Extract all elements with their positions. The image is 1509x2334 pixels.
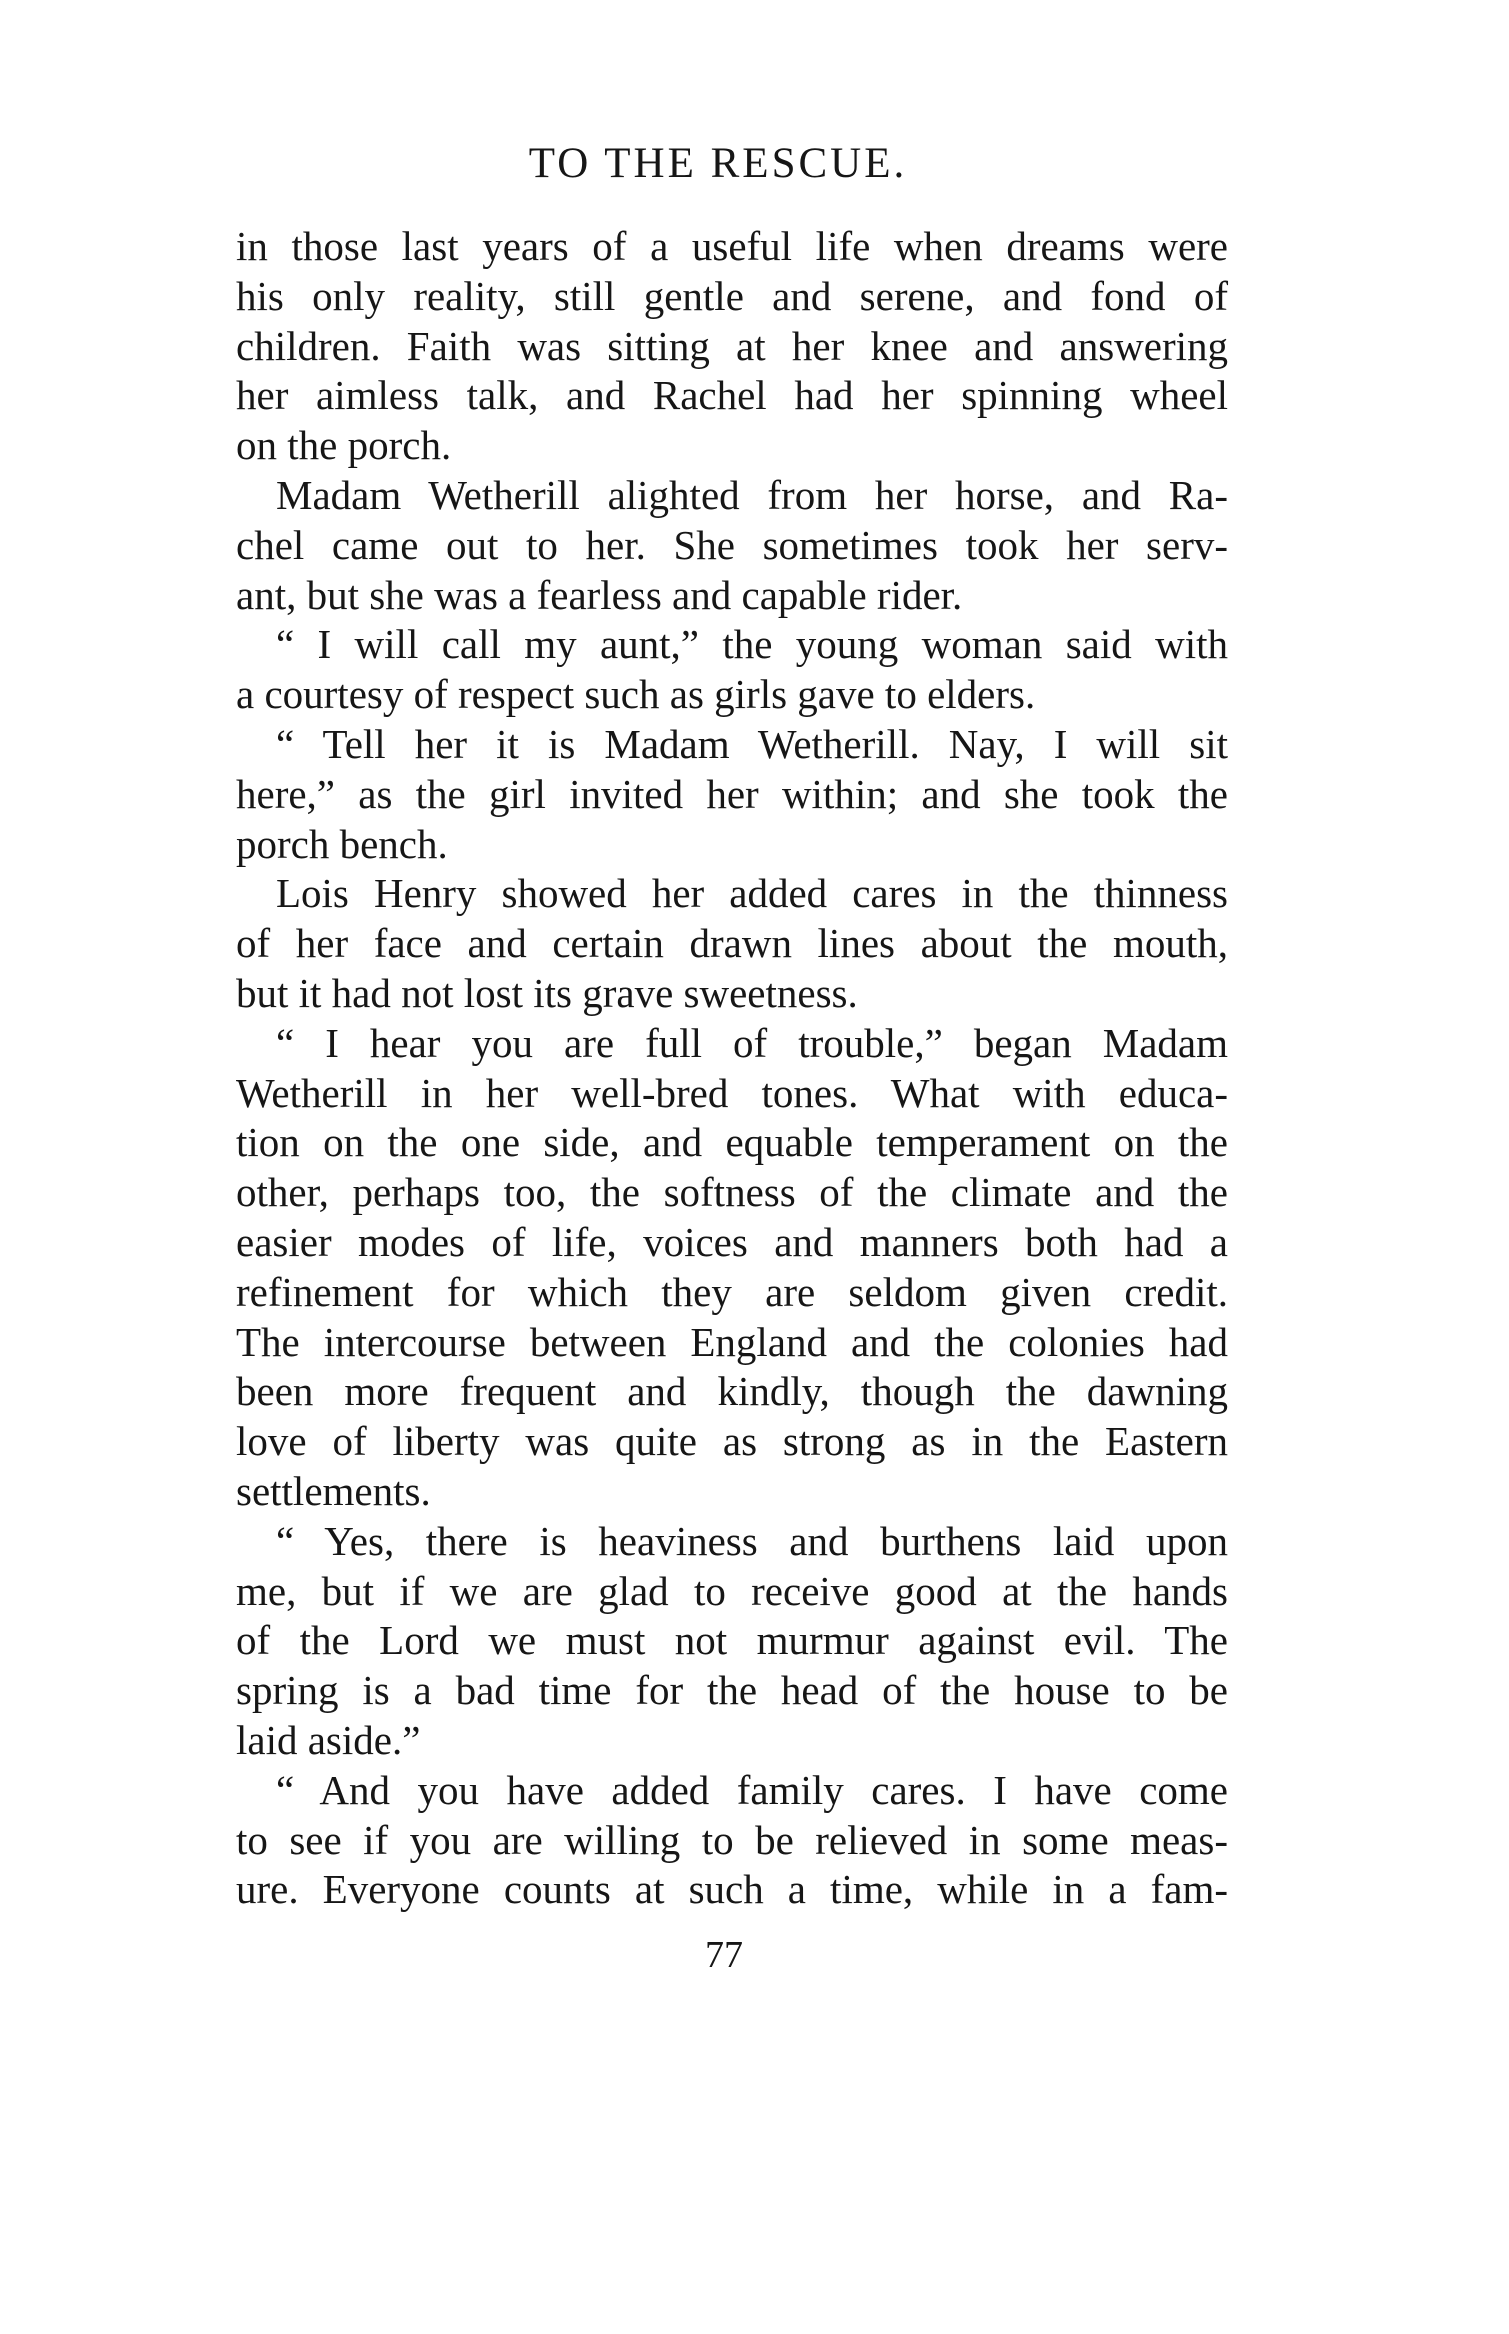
paragraph xyxy=(236,720,1228,869)
text-line: Lois Henry showed her added cares in the thinness xyxy=(276,870,1228,917)
text-line: children. Faith was sitting at her knee and answering xyxy=(236,322,1228,369)
paragraph xyxy=(236,1019,1228,1517)
text-line: easier modes of life, voices and manners both had a xyxy=(236,1218,1228,1265)
text-line: me, but if we are glad to receive good at the hands xyxy=(236,1567,1228,1614)
text-line: her aimless talk, and Rachel had her spinning wheel xyxy=(236,372,1228,419)
text-line: but it had not lost its grave sweetness. xyxy=(236,969,858,1016)
text-line: a courtesy of respect such as girls gave to elders. xyxy=(236,671,1036,718)
text-line: “ And you have added family cares. I have come xyxy=(276,1766,1228,1813)
text-line: “ I will call my aunt,” the young woman said with xyxy=(276,621,1228,668)
page-number: 77 xyxy=(705,1934,743,1976)
paragraph xyxy=(236,869,1228,1018)
text-line: other, perhaps too, the softness of the climate and the xyxy=(236,1169,1228,1216)
text-line: on the porch. xyxy=(236,422,452,469)
text-line: “ Tell her it is Madam Wetherill. Nay, I will sit xyxy=(276,720,1228,767)
text-line: ant, but she was a fearless and capable rider. xyxy=(236,571,963,618)
text-line: The intercourse between England and the colonies had xyxy=(236,1318,1228,1365)
text-line: “ Yes, there is heaviness and burthens laid upon xyxy=(276,1517,1228,1564)
text-line: his only reality, still gentle and serene, and fond of xyxy=(236,272,1228,319)
text-line: spring is a bad time for the head of the house to be xyxy=(236,1667,1228,1714)
paragraph xyxy=(236,620,1228,720)
text-line: to see if you are willing to be relieved in some meas- xyxy=(236,1816,1228,1863)
text-line: refinement for which they are seldom given credit. xyxy=(236,1268,1228,1315)
text-line: ure. Everyone counts at such a time, while in a fam- xyxy=(236,1866,1228,1913)
text-line: of her face and certain drawn lines about the mouth, xyxy=(236,920,1228,967)
paragraph xyxy=(236,471,1228,620)
text-line: Madam Wetherill alighted from her horse, and Ra- xyxy=(276,471,1228,518)
running-head: TO THE RESCUE. xyxy=(528,140,908,187)
text-line: porch bench. xyxy=(236,820,448,867)
text-line: been more frequent and kindly, though the dawning xyxy=(236,1368,1228,1415)
text-line: chel came out to her. She sometimes took her serv- xyxy=(236,521,1228,568)
text-line: in those last years of a useful life when dreams were xyxy=(236,223,1228,269)
text-line: laid aside.” xyxy=(236,1716,421,1763)
paragraph xyxy=(236,1766,1228,1915)
text-line: tion on the one side, and equable temperament on the xyxy=(236,1119,1228,1166)
paragraph xyxy=(236,1517,1228,1766)
text-line: settlements. xyxy=(236,1467,431,1514)
body-text xyxy=(236,222,1228,1915)
text-line: of the Lord we must not murmur against evil. The xyxy=(236,1617,1228,1664)
text-line: “ I hear you are full of trouble,” began Madam xyxy=(276,1019,1228,1066)
text-line: love of liberty was quite as strong as in the Eastern xyxy=(236,1418,1228,1465)
text-line: here,” as the girl invited her within; and she took the xyxy=(236,770,1228,817)
text-line: Wetherill in her well-bred tones. What with educa- xyxy=(236,1069,1228,1116)
paragraph xyxy=(236,222,1228,471)
